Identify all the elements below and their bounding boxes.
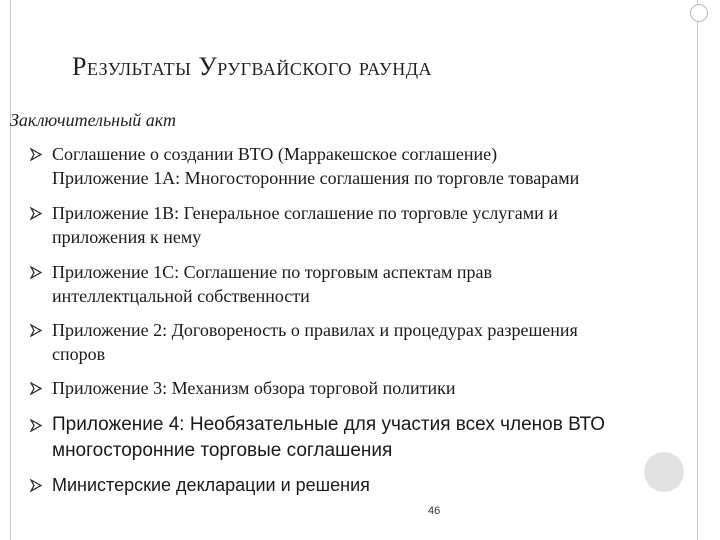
list-item-line: Приложение 1А: Многосторонние соглашения по торговле товарами [52, 168, 580, 188]
list-item [52, 412, 702, 464]
list-item [52, 318, 702, 366]
list-item-line: Приложение 3: Механизм обзора торговой политики [52, 378, 456, 398]
frame-line-left [10, 0, 11, 540]
list-item [52, 473, 702, 497]
list-item-line: споров [52, 344, 106, 364]
list-item-line: интеллектцальной собственности [52, 286, 310, 306]
slide-title-text: Результаты Уругвайского раунда [72, 52, 433, 81]
list-item-line: Приложение 1С: Соглашение по торговым аспектам прав [52, 262, 493, 282]
list-item-line: Приложение 1В: Генеральное соглашение по торговле услугами и [52, 203, 558, 223]
list-item [52, 260, 702, 308]
arrowhead-bullet-icon [30, 473, 44, 497]
list-item-line: Министерские декларации и решения [52, 475, 370, 495]
arrowhead-bullet-icon [30, 318, 44, 342]
arrowhead-bullet-icon [30, 412, 44, 438]
arrowhead-bullet-icon [30, 201, 44, 225]
arrowhead-bullet-icon [30, 260, 44, 284]
list-item [52, 201, 702, 249]
list-item-line: Приложение 2: Договореность о правилах и процедурах разрешения [52, 320, 578, 340]
slide-subtitle: Заключительный акт [10, 110, 176, 130]
list-item-line: приложения к нему [52, 227, 202, 247]
list-item-line: многосторонние торговые соглашения [52, 440, 393, 461]
arrowhead-bullet-icon [30, 142, 44, 166]
list-item-line: Приложение 4: Необязательные для участия всех членов ВТО [52, 414, 606, 435]
list-item [52, 142, 702, 190]
slide-title [72, 52, 432, 82]
list-item [52, 376, 702, 400]
list-item-line: Соглашение о создании ВТО (Марракешское соглашение) [52, 144, 498, 164]
decorative-circle-top [690, 4, 708, 22]
arrowhead-bullet-icon [30, 376, 44, 400]
page-number: 46 [428, 505, 441, 517]
